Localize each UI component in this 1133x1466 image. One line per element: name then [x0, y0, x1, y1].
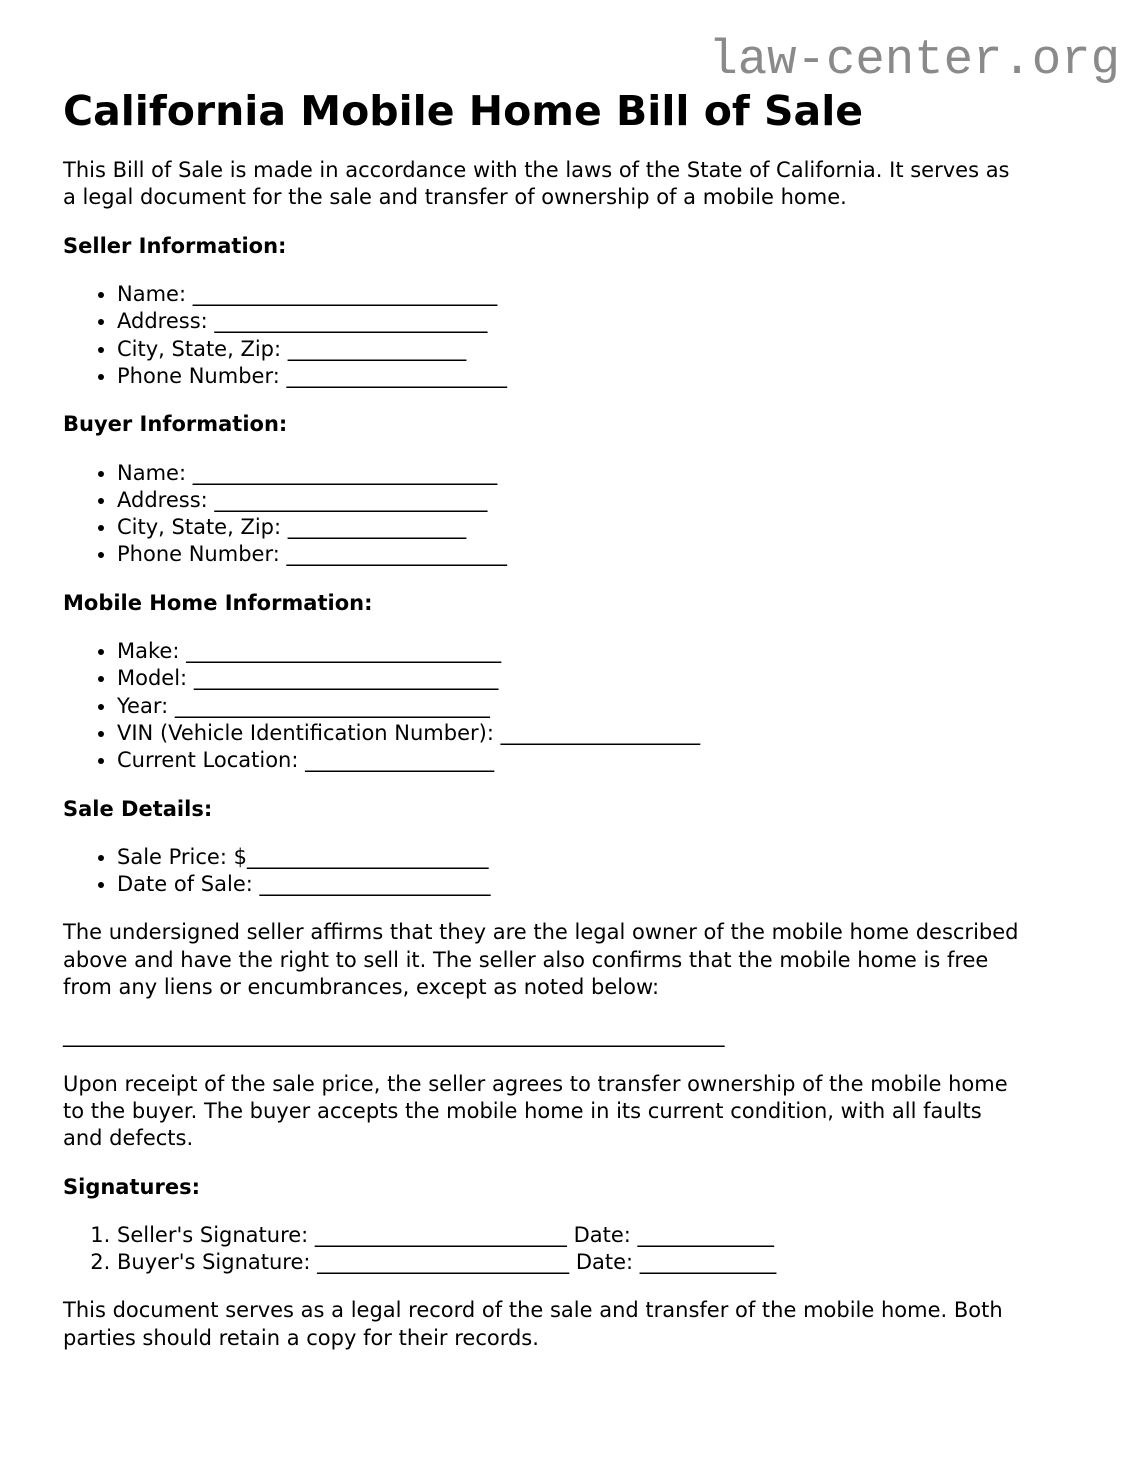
transfer-paragraph: [63, 1071, 1070, 1153]
signatures-heading: Signatures:: [63, 1174, 200, 1199]
buyer-city-state-zip-field: [117, 514, 1070, 541]
fill-in-line: ______________________________: [174, 693, 490, 718]
field-label: VIN (Vehicle Identification Number):: [117, 720, 501, 745]
paragraph-line: This document serves as a legal record of the sale and transfer of the mobile home. Both: [63, 1298, 1003, 1323]
mobile-home-information-heading: Mobile Home Information:: [63, 590, 373, 615]
buyer-address-field: [117, 487, 1070, 514]
signature-line: ________________________: [314, 1222, 567, 1247]
field-label: Phone Number:: [117, 363, 287, 388]
seller-city-state-zip-field: [117, 336, 1070, 363]
seller-signature-row: [117, 1222, 1070, 1249]
year-field: [117, 693, 1070, 720]
signature-list: [63, 1222, 1070, 1277]
encumbrance-blank-paragraph: [63, 1022, 1070, 1049]
model-field: [117, 665, 1070, 692]
paragraph-line: a legal document for the sale and transfer of ownership of a mobile home.: [63, 185, 847, 210]
buyer-signature-row: [117, 1249, 1070, 1276]
mobile-home-information-list: [63, 638, 1070, 774]
date-line: _____________: [637, 1222, 775, 1247]
field-label: Buyer's Signature:: [117, 1250, 318, 1275]
field-label: Address:: [117, 309, 215, 334]
buyer-name-field: [117, 460, 1070, 487]
seller-information-list: [63, 281, 1070, 390]
affirmation-paragraph: [63, 919, 1070, 1001]
date-label: Date:: [566, 1222, 638, 1247]
seller-information-heading: Seller Information:: [63, 233, 287, 258]
fill-in-line: _____________________: [286, 542, 507, 567]
buyer-information-list: [63, 460, 1070, 569]
site-logo: law-center.org: [708, 32, 1120, 88]
make-field: [117, 638, 1070, 665]
paragraph-line: The undersigned seller affirms that they are the legal owner of the mobile home described: [63, 920, 1019, 945]
signature-line: ________________________: [317, 1250, 570, 1275]
field-label: Date of Sale:: [117, 872, 260, 897]
field-label: City, State, Zip:: [117, 336, 288, 361]
field-label: Seller's Signature:: [117, 1222, 315, 1247]
field-label: Name:: [117, 460, 193, 485]
field-label: Phone Number:: [117, 542, 287, 567]
fill-in-line: _________________: [287, 515, 467, 540]
buyer-information-heading: Buyer Information:: [63, 412, 288, 437]
sale-details-heading: Sale Details:: [63, 796, 213, 821]
field-label: City, State, Zip:: [117, 515, 288, 540]
fill-in-line: ______________________: [259, 872, 491, 897]
seller-name-field: [117, 281, 1070, 308]
paragraph-line: This Bill of Sale is made in accordance with the laws of the State of California. It serves as: [63, 158, 1010, 183]
vin-field: [117, 720, 1070, 747]
fill-in-line: __________________________: [214, 309, 488, 334]
field-label: Current Location:: [117, 748, 306, 773]
seller-address-field: [117, 308, 1070, 335]
fill-in-line: ___________________: [500, 720, 701, 745]
paragraph-line: from any liens or encumbrances, except as noted below:: [63, 975, 660, 1000]
field-label: Address:: [117, 487, 215, 512]
sale-price-field: [117, 844, 1070, 871]
fill-in-line: _____________________: [286, 363, 507, 388]
date-label: Date:: [569, 1250, 640, 1275]
fill-in-line: _____________________________: [193, 666, 499, 691]
fill-in-line: ______________________________: [186, 639, 502, 664]
closing-paragraph: [63, 1297, 1070, 1352]
field-label: Make:: [117, 639, 187, 664]
fill-in-line: __________________________: [214, 487, 488, 512]
sale-details-list: [63, 844, 1070, 899]
paragraph-line: to the buyer. The buyer accepts the mobile home in its current condition, with all faults: [63, 1098, 982, 1123]
page-title: California Mobile Home Bill of Sale: [63, 87, 864, 135]
fill-in-line: _____________________________: [192, 460, 498, 485]
fill-in-line: _________________: [287, 336, 467, 361]
current-location-field: [117, 747, 1070, 774]
field-label: Model:: [117, 666, 194, 691]
buyer-phone-field: [117, 541, 1070, 568]
paragraph-line: parties should retain a copy for their records.: [63, 1325, 539, 1350]
field-label: Name:: [117, 282, 193, 307]
date-of-sale-field: [117, 871, 1070, 898]
paragraph-line: and defects.: [63, 1126, 194, 1151]
intro-paragraph: [63, 157, 1070, 212]
paragraph-line: above and have the right to sell it. The seller also confirms that the mobile home is free: [63, 947, 989, 972]
fill-in-line: _______________________: [246, 844, 489, 869]
fill-in-line: _______________________________________________________________: [63, 1023, 725, 1048]
fill-in-line: __________________: [305, 748, 495, 773]
field-label: Year:: [117, 693, 175, 718]
field-label: Sale Price: $: [117, 844, 247, 869]
paragraph-line: Upon receipt of the sale price, the seller agrees to transfer ownership of the mobile home: [63, 1071, 1008, 1096]
date-line: _____________: [639, 1250, 777, 1275]
seller-phone-field: [117, 363, 1070, 390]
fill-in-line: _____________________________: [192, 282, 498, 307]
